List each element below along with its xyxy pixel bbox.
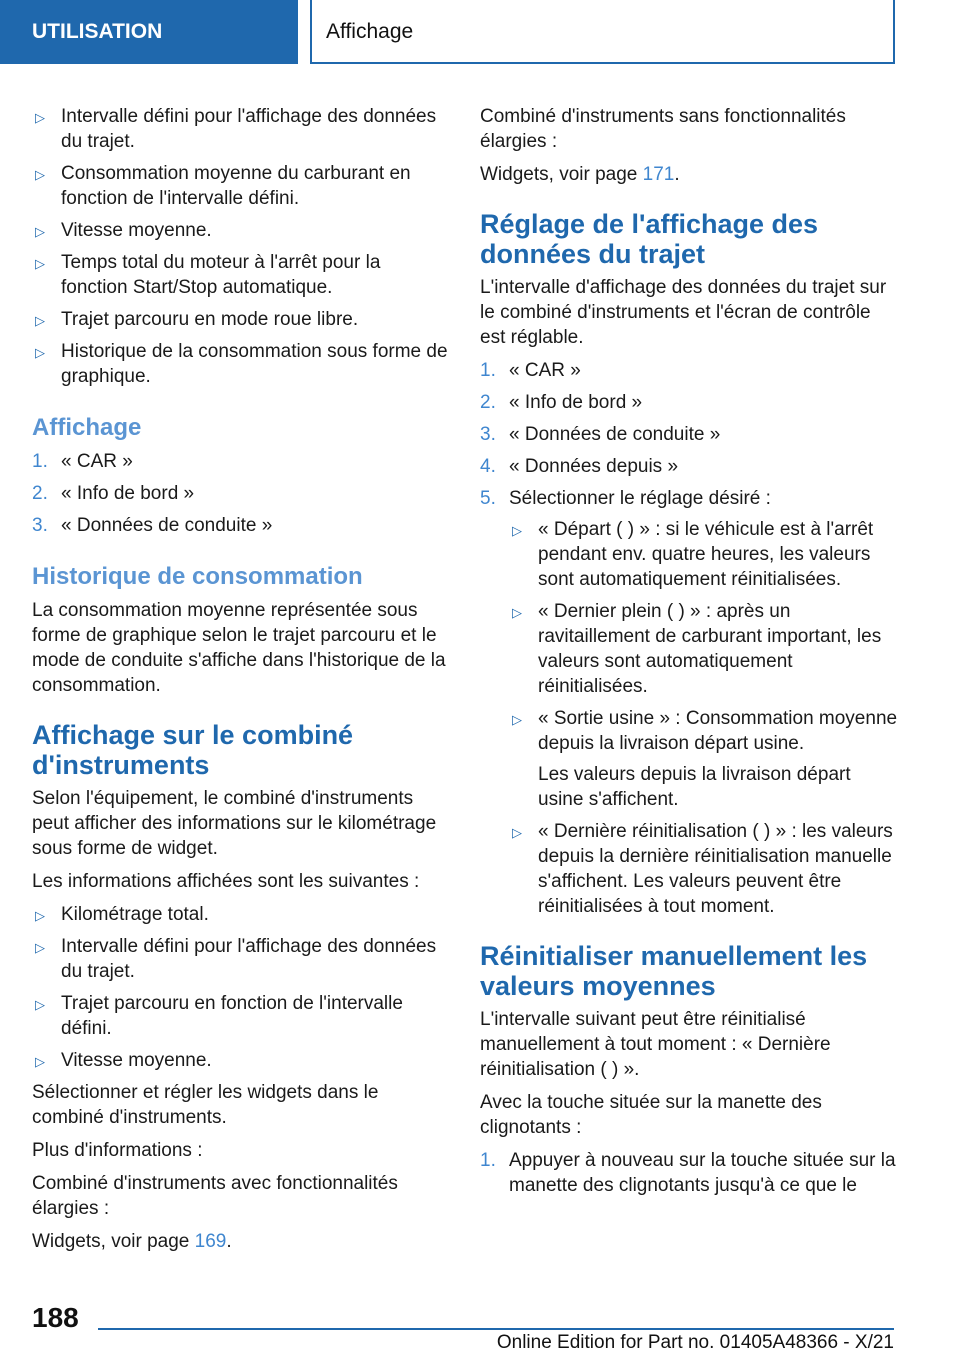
list-item: ▷ Kilométrage total. bbox=[32, 902, 450, 927]
header-title: Affichage bbox=[310, 0, 895, 64]
select-widgets-paragraph: Sélectionner et régler les widgets dans le combiné d'instruments. bbox=[32, 1082, 379, 1128]
list-item: ▷ Intervalle défini pour l'affichage des données du trajet. bbox=[35, 106, 437, 152]
option-item: ▷ « Sortie usine » : Consommation moyenne depuis la livraison départ usine. Les valeurs depuis la livraison départ usine s'affichent. bbox=[512, 708, 898, 810]
footer-edition: Online Edition for Part no. 01405A48366 - X/21 bbox=[496, 1332, 894, 1353]
combine-info-list bbox=[32, 902, 450, 1073]
step-item: 2. « Info de bord » bbox=[480, 392, 643, 413]
triangle-bullet-icon: ▷ bbox=[512, 605, 522, 620]
step-item: 3. « Données de conduite » bbox=[32, 515, 273, 536]
widgets-reference: Widgets, voir page 169. bbox=[32, 1231, 232, 1252]
page-number: 188 bbox=[32, 1302, 79, 1333]
option-item: ▷ « Dernière réinitialisation ( ) » : les valeurs depuis la dernière réinitialisation manuelle s'affichent. Les valeurs peuvent être réinitialisées à tout moment. bbox=[512, 821, 893, 917]
list-item: ▷ Consommation moyenne du carburant en fonction de l'intervalle défini. bbox=[35, 163, 411, 209]
list-item: ▷ Intervalle défini pour l'affichage des données du trajet. bbox=[35, 936, 437, 982]
list-item: ▷ Vitesse moyenne. bbox=[32, 218, 450, 243]
triangle-bullet-icon: ▷ bbox=[35, 313, 45, 328]
reinit-paragraph-1: L'intervalle suivant peut être réinitialisé manuellement à tout moment : « Dernière réinitialisation ( ) ». bbox=[480, 1009, 831, 1080]
list-item: ▷ Trajet parcouru en mode roue libre. bbox=[32, 307, 450, 332]
affichage-steps bbox=[32, 449, 450, 538]
historique-paragraph: La consommation moyenne représentée sous forme de graphique selon le trajet parcouru et le mode de conduite s'affiche dans l'historique de la consommation. bbox=[32, 600, 446, 696]
step-item: 1. « CAR » bbox=[32, 451, 133, 472]
reinit-paragraph-2: Avec la touche située sur la manette des clignotants : bbox=[480, 1092, 822, 1138]
option-item: ▷ « Dernier plein ( ) » : après un ravitaillement de carburant important, les valeurs sont automatiquement réinitialisées. bbox=[512, 601, 882, 697]
extended-cluster-paragraph: Combiné d'instruments avec fonctionnalités élargies : bbox=[32, 1173, 398, 1219]
step-item: 2. « Info de bord » bbox=[32, 483, 195, 504]
triangle-bullet-icon: ▷ bbox=[35, 1054, 45, 1069]
triangle-bullet-icon: ▷ bbox=[35, 256, 45, 271]
list-item: ▷ Temps total du moteur à l'arrêt pour la fonction Start/Stop automatique. bbox=[35, 252, 381, 298]
footer-rule bbox=[98, 1328, 894, 1330]
reglage-paragraph: L'intervalle d'affichage des données du trajet sur le combiné d'instruments et l'écran de contrôle est réglable. bbox=[480, 277, 887, 348]
option-item: ▷ « Départ ( ) » : si le véhicule est à l'arrêt pendant env. quatre heures, les valeurs sont automatiquement réinitialisées. bbox=[512, 519, 874, 590]
page-link-171[interactable]: 171 bbox=[642, 164, 675, 185]
triangle-bullet-icon: ▷ bbox=[512, 825, 522, 840]
header-section-tab: UTILISATION bbox=[0, 0, 298, 64]
triangle-bullet-icon: ▷ bbox=[512, 712, 522, 727]
widgets-reference: Widgets, voir page 171. bbox=[480, 164, 680, 185]
triangle-bullet-icon: ▷ bbox=[35, 940, 45, 955]
reglage-steps bbox=[480, 358, 898, 919]
triangle-bullet-icon: ▷ bbox=[35, 224, 45, 239]
page-link-169[interactable]: 169 bbox=[194, 1231, 227, 1252]
triangle-bullet-icon: ▷ bbox=[35, 345, 45, 360]
list-item: ▷ Vitesse moyenne. bbox=[32, 1048, 450, 1073]
right-column bbox=[480, 104, 898, 1205]
more-info-label: Plus d'informations : bbox=[32, 1140, 203, 1161]
triangle-bullet-icon: ▷ bbox=[35, 908, 45, 923]
triangle-bullet-icon: ▷ bbox=[35, 997, 45, 1012]
heading-reinit: Réinitialiser manuellement les valeurs moyennes bbox=[480, 941, 868, 1001]
combine-paragraph-2: Les informations affichées sont les suivantes : bbox=[32, 871, 420, 892]
heading-affichage: Affichage bbox=[32, 414, 142, 441]
step-item: 1. « CAR » bbox=[480, 360, 581, 381]
step-item: 3. « Données de conduite » bbox=[480, 424, 721, 445]
heading-reglage: Réglage de l'affichage des données du trajet bbox=[480, 209, 819, 269]
basic-cluster-paragraph: Combiné d'instruments sans fonctionnalités élargies : bbox=[480, 106, 846, 152]
step-item: 1. Appuyer à nouveau sur la touche située sur la manette des clignotants jusqu'à ce que le bbox=[480, 1150, 896, 1196]
step-item: 4. « Données depuis » bbox=[480, 456, 679, 477]
reglage-options-list bbox=[509, 517, 898, 919]
list-item: ▷ Trajet parcouru en fonction de l'intervalle défini. bbox=[35, 993, 403, 1039]
reinit-steps bbox=[480, 1148, 898, 1198]
heading-historique: Historique de consommation bbox=[32, 563, 363, 590]
triangle-bullet-icon: ▷ bbox=[512, 523, 522, 538]
list-item: ▷ Historique de la consommation sous forme de graphique. bbox=[35, 341, 448, 387]
triangle-bullet-icon: ▷ bbox=[35, 110, 45, 125]
triangle-bullet-icon: ▷ bbox=[35, 167, 45, 182]
combine-paragraph-1: Selon l'équipement, le combiné d'instruments peut afficher des informations sur le kilométrage sous forme de widget. bbox=[32, 788, 437, 859]
heading-combine: Affichage sur le combiné d'instruments bbox=[32, 720, 354, 780]
trip-data-list bbox=[32, 104, 450, 389]
left-column bbox=[32, 104, 450, 1262]
option-note: Les valeurs depuis la livraison départ usine s'affichent. bbox=[538, 764, 851, 810]
step-item: 5. Sélectionner le réglage désiré : ▷ « Départ ( ) » : si le véhicule est à l'arrêt pendant env. quatre heures, les valeurs sont automatiquement réinitialisées. ▷ « Dernier plein ( ) » : après un ravitaillement de carburant important, les valeurs sont automatiquement réinitialisées. ▷ « Sortie usine » : Consommation moyenne depuis la livraison départ usine. Les valeurs depuis la livraison départ usine s'affichent. ▷ « Dernière réinitialisation ( ) » : les valeurs depuis la dernière réinitialisation manuelle s'affichent. Les valeurs peuvent être réinitialisées à tout moment. bbox=[480, 488, 898, 917]
